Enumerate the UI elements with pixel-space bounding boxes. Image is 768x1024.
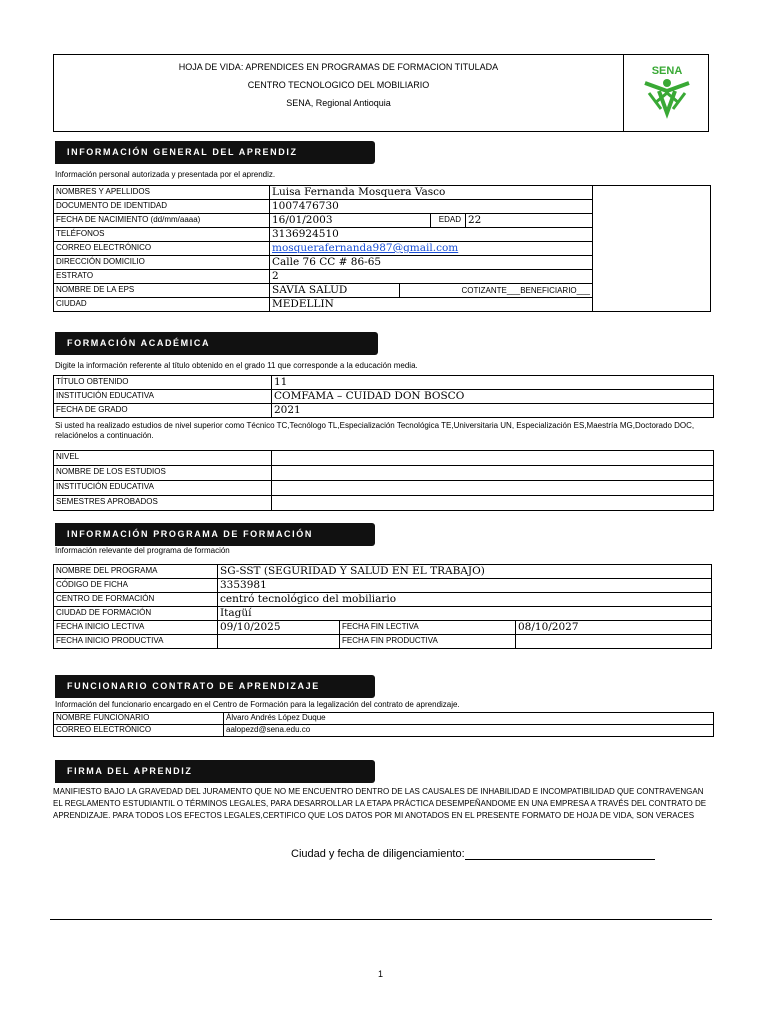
table-row bbox=[54, 593, 712, 607]
section-firma-heading: FIRMA DEL APRENDIZ bbox=[55, 760, 375, 783]
table-row bbox=[54, 481, 714, 496]
section-general-heading: INFORMACIÓN GENERAL DEL APRENDIZ bbox=[55, 141, 375, 164]
header-center: CENTRO TECNOLOGICO DEL MOBILIARIO bbox=[247, 80, 430, 90]
section-academica-heading: FORMACIÓN ACADÉMICA bbox=[55, 332, 378, 355]
page-number: 1 bbox=[378, 969, 384, 979]
value-semestres bbox=[272, 496, 714, 511]
value-fecha-grado: 2021 bbox=[272, 404, 714, 418]
value-superior-institucion bbox=[272, 481, 714, 496]
table-row bbox=[54, 186, 711, 200]
table-row bbox=[54, 404, 714, 418]
value-institucion: COMFAMA – CUIDAD DON BOSCO bbox=[272, 390, 714, 404]
general-table bbox=[53, 185, 711, 312]
header-regional: SENA, Regional Antioquia bbox=[286, 98, 391, 108]
value-eps: SAVIA SALUD bbox=[270, 284, 400, 298]
photo-box bbox=[593, 186, 711, 312]
document-header bbox=[53, 54, 709, 132]
value-telefonos: 3136924510 bbox=[270, 228, 593, 242]
table-row bbox=[54, 635, 712, 649]
table-row bbox=[54, 390, 714, 404]
label-ficha: CÓDIGO DE FICHA bbox=[54, 579, 218, 593]
academica-note: Digite la información referente al título obtenido en el grado 11 que corresponde a la educación media. bbox=[55, 361, 418, 370]
label-fin-lectiva: FECHA FIN LECTIVA bbox=[340, 621, 516, 635]
value-direccion: Calle 76 CC # 86-65 bbox=[270, 256, 593, 270]
label-centro: CENTRO DE FORMACIÓN bbox=[54, 593, 218, 607]
programa-note: Información relevante del programa de formación bbox=[55, 546, 230, 555]
sena-logo-text: SENA bbox=[651, 65, 683, 77]
table-row bbox=[54, 579, 712, 593]
value-fin-lectiva: 08/10/2027 bbox=[516, 621, 712, 635]
academica-table bbox=[53, 375, 714, 418]
value-estrato: 2 bbox=[270, 270, 593, 284]
label-fin-productiva: FECHA FIN PRODUCTIVA bbox=[340, 635, 516, 649]
table-row bbox=[54, 607, 712, 621]
label-documento: DOCUMENTO DE IDENTIDAD bbox=[54, 200, 270, 214]
label-inicio-lectiva: FECHA INICIO LECTIVA bbox=[54, 621, 218, 635]
value-inicio-lectiva: 09/10/2025 bbox=[218, 621, 340, 635]
value-documento: 1007476730 bbox=[270, 200, 593, 214]
footer-rule bbox=[50, 919, 712, 920]
label-funcionario-correo: CORREO ELECTRÓNICO bbox=[54, 725, 224, 737]
label-nombres: NOMBRES Y APELLIDOS bbox=[54, 186, 270, 200]
value-ficha: 3353981 bbox=[218, 579, 712, 593]
label-semestres: SEMESTRES APROBADOS bbox=[54, 496, 272, 511]
value-ciudad-formacion: Itagüí bbox=[218, 607, 712, 621]
value-programa: SG-SST (SEGURIDAD Y SALUD EN EL TRABAJO) bbox=[218, 565, 712, 579]
table-row bbox=[54, 376, 714, 390]
funcionario-note: Información del funcionario encargado en el Centro de Formación para la legalización del contrato de aprendizaje. bbox=[55, 700, 460, 709]
value-nombres: Luisa Fernanda Mosquera Vasco bbox=[270, 186, 593, 200]
table-row bbox=[54, 725, 714, 737]
label-estrato: ESTRATO bbox=[54, 270, 270, 284]
superior-table bbox=[53, 450, 714, 511]
general-note: Información personal autorizada y presentada por el aprendiz. bbox=[55, 170, 276, 179]
label-direccion: DIRECCIÓN DOMICILIO bbox=[54, 256, 270, 270]
email-link[interactable]: mosquerafernanda987@gmail.com bbox=[272, 242, 459, 254]
city-date-label: Ciudad y fecha de diligenciamiento: bbox=[291, 848, 465, 860]
value-edad: 22 bbox=[466, 214, 593, 228]
section-funcionario-heading: FUNCIONARIO CONTRATO DE APRENDIZAJE bbox=[55, 675, 375, 698]
label-nacimiento: FECHA DE NACIMIENTO (dd/mm/aaaa) bbox=[54, 214, 270, 228]
header-titles bbox=[54, 55, 624, 131]
value-funcionario-correo: aalopezd@sena.edu.co bbox=[224, 725, 714, 737]
value-inicio-productiva bbox=[218, 635, 340, 649]
firma-declaration: MANIFIESTO BAJO LA GRAVEDAD DEL JURAMENTO QUE NO ME ENCUENTRO DENTRO DE LAS CAUSALES DE INHABILIDAD E INCOMPATIBILIDAD QUE CONTRAVENGAN EL REGLAMENTO ESTUDIANTIL O TÉRMINOS LEGALES, PARA DESARROLLAR LA ETAPA PRÁCTICA DESEMPEÑANDOME EN UNA EMPRESA A TRAVÉS DEL CONTRATO DE APRENDIZAJE. PARA TODOS LOS EFECTOS LEGALES,CERTIFICO QUE LOS DATOS POR MI ANOTADOS EN EL PRESENTE FORMATO DE HOJA DE VIDA, SON VERACES bbox=[53, 787, 707, 820]
value-ciudad: MEDELLIN bbox=[270, 298, 593, 312]
label-institucion: INSTITUCIÓN EDUCATIVA bbox=[54, 390, 272, 404]
label-funcionario: NOMBRE FUNCIONARIO bbox=[54, 713, 224, 725]
city-date-field bbox=[291, 848, 655, 860]
value-titulo: 11 bbox=[272, 376, 714, 390]
value-estudios bbox=[272, 466, 714, 481]
table-row bbox=[54, 451, 714, 466]
header-title: HOJA DE VIDA: APRENDICES EN PROGRAMAS DE FORMACION TITULADA bbox=[178, 62, 499, 72]
label-ciudad: CIUDAD bbox=[54, 298, 270, 312]
table-row bbox=[54, 713, 714, 725]
cotizante-field: COTIZANTE___BENEFICIARIO___ bbox=[400, 284, 593, 298]
label-inicio-productiva: FECHA INICIO PRODUCTIVA bbox=[54, 635, 218, 649]
label-titulo: TÍTULO OBTENIDO bbox=[54, 376, 272, 390]
label-programa: NOMBRE DEL PROGRAMA bbox=[54, 565, 218, 579]
table-row bbox=[54, 621, 712, 635]
table-row bbox=[54, 466, 714, 481]
label-eps: NOMBRE DE LA EPS bbox=[54, 284, 270, 298]
academica-superior-note: Si usted ha realizado estudios de nivel superior como Técnico TC,Tecnólogo TL,Especialización Tecnológica TE,Universitaria UN, Especialización ES,Maestría MG,Doctorado DOC, relaciónelos a continuación. bbox=[55, 421, 695, 440]
sena-logo bbox=[639, 63, 695, 123]
label-edad: EDAD bbox=[431, 214, 466, 228]
label-telefonos: TELÉFONOS bbox=[54, 228, 270, 242]
label-ciudad-formacion: CIUDAD DE FORMACIÓN bbox=[54, 607, 218, 621]
label-fecha-grado: FECHA DE GRADO bbox=[54, 404, 272, 418]
value-funcionario: Álvaro Andrés López Duque bbox=[224, 713, 714, 725]
label-superior-institucion: INSTITUCIÓN EDUCATIVA bbox=[54, 481, 272, 496]
table-row bbox=[54, 496, 714, 511]
funcionario-table bbox=[53, 712, 714, 737]
value-centro: centró tecnológico del mobiliario bbox=[218, 593, 712, 607]
label-correo: CORREO ELECTRÓNICO bbox=[54, 242, 270, 256]
value-nivel bbox=[272, 451, 714, 466]
label-nivel: NIVEL bbox=[54, 451, 272, 466]
table-row bbox=[54, 565, 712, 579]
value-fin-productiva bbox=[516, 635, 712, 649]
value-nacimiento: 16/01/2003 bbox=[270, 214, 431, 228]
section-programa-heading: INFORMACIÓN PROGRAMA DE FORMACIÓN bbox=[55, 523, 375, 546]
value-correo bbox=[270, 242, 593, 256]
label-estudios: NOMBRE DE LOS ESTUDIOS bbox=[54, 466, 272, 481]
programa-table bbox=[53, 564, 712, 649]
city-date-line[interactable] bbox=[465, 849, 655, 860]
